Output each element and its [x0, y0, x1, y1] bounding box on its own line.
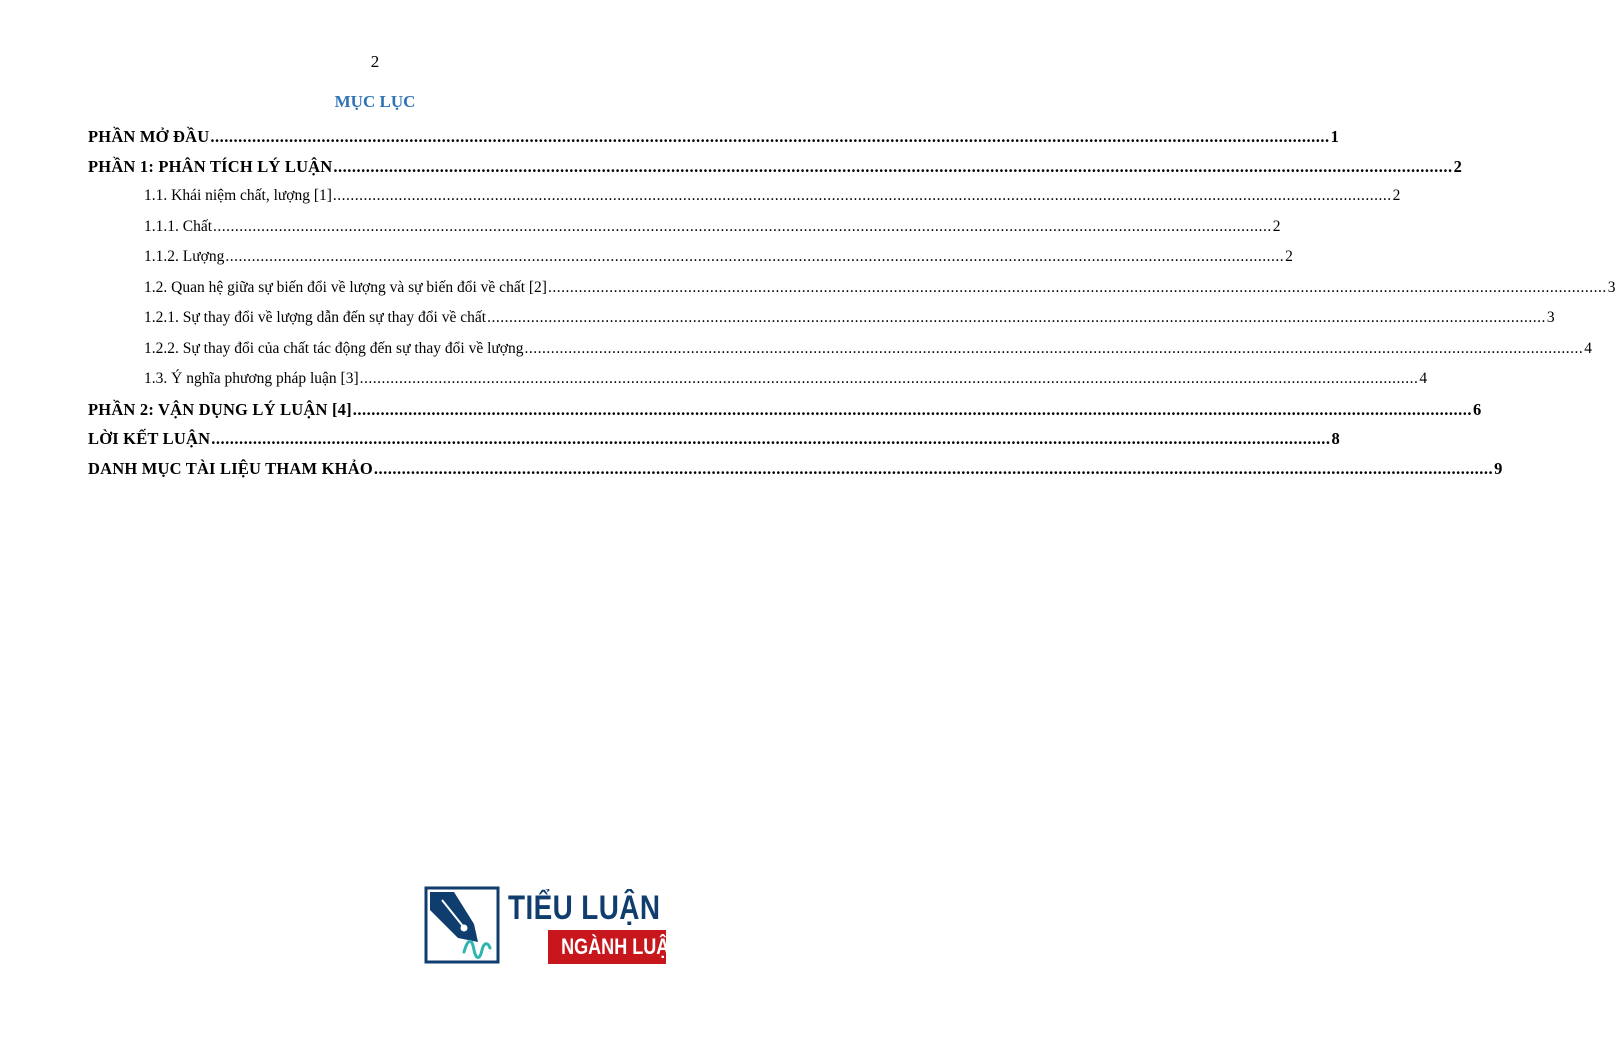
toc-leader-dots: [360, 364, 1419, 395]
toc-entry[interactable]: [88, 424, 1340, 454]
toc-entry-label: 1.2. Quan hệ giữa sự biến đổi về lượng và sự biến đổi về chất [2]: [144, 278, 547, 296]
toc-entry-page: 9: [1494, 458, 1503, 478]
toc-leader-dots: [213, 212, 1272, 243]
toc-entry[interactable]: [88, 122, 1340, 152]
toc-entry[interactable]: [88, 303, 1555, 334]
toc-entry-label: PHẦN 1: PHÂN TÍCH LÝ LUẬN: [88, 156, 333, 176]
toc-entry[interactable]: [88, 242, 1293, 273]
toc-entry[interactable]: [88, 181, 1401, 212]
toc-leader-dots: [225, 242, 1284, 273]
brand-logo: [424, 886, 681, 966]
toc-entry-label: PHẦN 2: VẬN DỤNG LÝ LUẬN [4]: [88, 399, 352, 419]
pen-nib-icon: [424, 886, 500, 964]
page-number: 2: [370, 52, 380, 71]
toc-entry-page: 8: [1331, 429, 1340, 448]
logo-subtitle-badge: [548, 930, 681, 964]
toc-leader-dots: [487, 303, 1546, 334]
toc-entry-page: 2: [1285, 248, 1293, 265]
toc-entry-page: 3: [1607, 278, 1615, 296]
toc-entry-label: LỜI KẾT LUẬN: [88, 429, 211, 448]
toc-entry-label: 1.3. Ý nghĩa phương pháp luận [3]: [144, 370, 359, 387]
toc-entry-label: 1.2.1. Sự thay đổi về lượng dẫn đến sự thay đổi về chất: [144, 309, 487, 326]
toc-leader-dots: [374, 454, 1493, 484]
toc-entry[interactable]: [88, 273, 1615, 304]
toc-leader-dots: [525, 334, 1584, 365]
toc-leader-dots: [211, 424, 1330, 454]
logo-subtitle: NGÀNH LUẬT: [561, 934, 681, 959]
toc-entry-page: 4: [1419, 370, 1428, 387]
toc-entry[interactable]: [88, 152, 1463, 182]
toc-entry-label: 1.1.1. Chất: [144, 217, 213, 235]
logo-title: TIỂU LUẬN: [508, 889, 661, 927]
toc-entry[interactable]: [88, 395, 1482, 425]
toc-entry-page: 6: [1473, 399, 1482, 419]
toc-entry[interactable]: [88, 364, 1428, 395]
toc-leader-dots: [210, 122, 1329, 152]
toc-entry[interactable]: [88, 454, 1503, 484]
toc-entry-page: 1: [1330, 127, 1340, 146]
toc-leader-dots: [333, 181, 1392, 212]
toc-entry-page: 2: [1272, 217, 1281, 235]
toc-entry-page: 2: [1453, 156, 1463, 176]
toc-title: MỤC LỤC: [334, 92, 416, 111]
toc-entry[interactable]: [88, 334, 1592, 365]
toc-entry-label: 1.2.2. Sự thay đổi của chất tác động đến sự thay đổi về lượng: [144, 339, 524, 357]
toc-leader-dots: [333, 152, 1452, 182]
toc-entry-label: 1.1.2. Lượng: [144, 248, 225, 265]
toc-entry-label: PHẦN MỞ ĐẦU: [88, 127, 210, 146]
table-of-contents: [88, 122, 1615, 483]
toc-entry[interactable]: [88, 212, 1281, 243]
toc-leader-dots: [548, 273, 1607, 304]
toc-entry-page: 3: [1546, 309, 1555, 326]
toc-entry-page: 2: [1392, 187, 1401, 204]
toc-entry-label: 1.1. Khái niệm chất, lượng [1]: [144, 187, 332, 204]
toc-entry-page: 4: [1584, 339, 1592, 357]
toc-leader-dots: [353, 395, 1472, 425]
toc-entry-label: DANH MỤC TÀI LIỆU THAM KHẢO: [88, 458, 373, 478]
